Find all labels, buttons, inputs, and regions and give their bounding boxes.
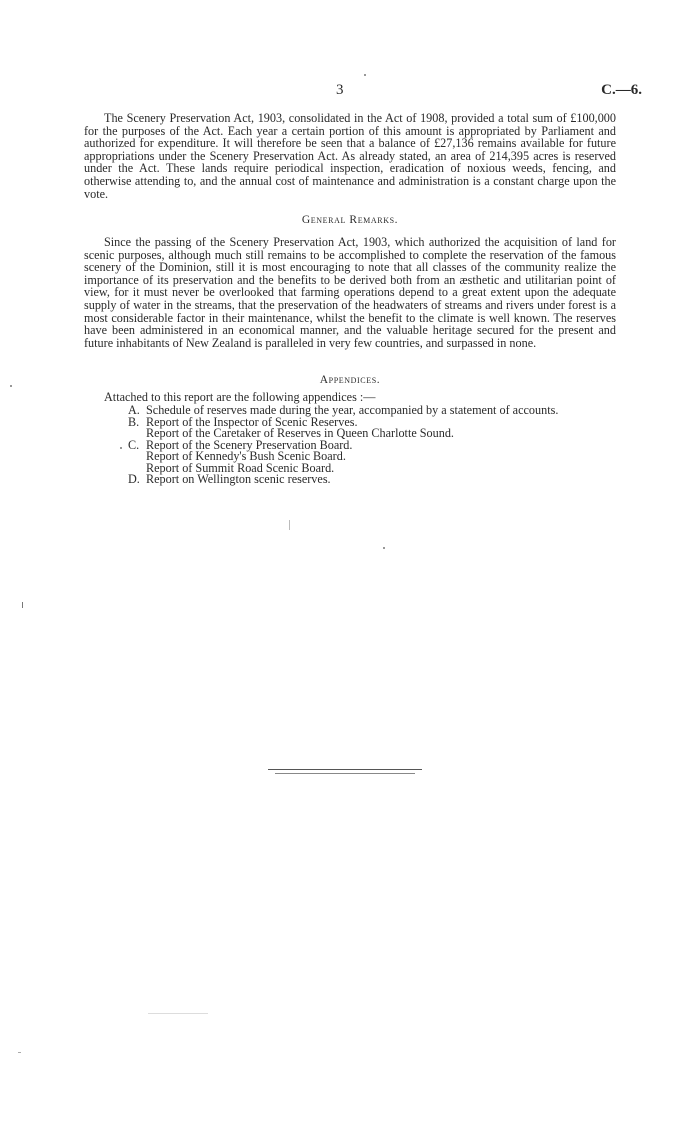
page-number: 3 [336,82,344,98]
scan-speck [10,385,12,387]
appendix-item [128,474,558,486]
appendix-text: Schedule of reserves made during the year, accompanied by a statement of accounts. [146,403,559,417]
appendices-intro: Attached to this report are the following appendices :— [104,390,376,404]
end-rule-secondary [275,773,415,774]
scan-speck [22,602,23,608]
appendix-text: Report on Wellington scenic reserves. [146,472,331,486]
appendices-list [128,405,558,486]
general-remarks-heading: General Remarks. [301,214,399,226]
scan-speck [148,1013,208,1014]
general-remarks-paragraph: Since the passing of the Scenery Preservation Act, 1903, which authorized the acquisition of land for scenic purposes, although much still remains to be accomplished to complete the reservation of the famous scenery of the Dominion, still it is most encouraging to note that all classes of the community realize the importance of its preservation and the benefits to be derived both from an æsthetic and utilitarian point of view, for it must never be overlooked that farming operations depend to a great extent upon the adequate supply of water in the streams, that the preservation of the headwaters of streams and rivers under forest is a most considerable factor in their maintenance, whilst the benefit to the climate is well known. The reserves have been administered in an economical manner, and the valuable heritage secured for the present and future inhabitants of New Zealand is paralleled in very few countries, and surpassed in none. [84,235,616,350]
appendix-letter: D. [128,472,140,486]
appendices-heading: Appendices. [319,374,381,386]
appendix-text: Report of the Inspector of Scenic Reserves. [146,414,358,429]
scan-speck [364,74,366,76]
appendix-letter: B. [128,414,140,429]
end-rule [268,769,422,770]
appendix-text: Report of the Scenery Preservation Board. [146,437,353,452]
scan-speck [383,547,385,549]
scan-speck [289,520,290,530]
scan-speck [18,1052,21,1053]
appendix-text: Report of Summit Road Scenic Board. [146,460,335,475]
funding-paragraph: The Scenery Preservation Act, 1903, consolidated in the Act of 1908, provided a total sum of £100,000 for the purposes of the Act. Each year a certain portion of this amount is appropriated by Parliament and authorized for expenditure. It will therefore be seen that a balance of £27,136 remains available for future appropriations under the Scenery Preservation Act. As already stated, an area of 214,395 acres is reserved under the Act. These lands require periodical inspection, eradication of noxious weeds, fencing, and otherwise attending to, and the annual cost of maintenance and administration is a constant charge upon the vote. [84,111,616,201]
appendix-text: Report of Kennedy's Bush Scenic Board. [146,449,346,463]
appendix-text: Report of the Caretaker of Reserves in Queen Charlotte Sound. [146,426,454,440]
appendix-letter: A. [128,403,140,417]
scan-speck [120,447,122,449]
appendix-letter: C. [128,437,140,452]
document-reference: C.—6. [601,82,642,98]
